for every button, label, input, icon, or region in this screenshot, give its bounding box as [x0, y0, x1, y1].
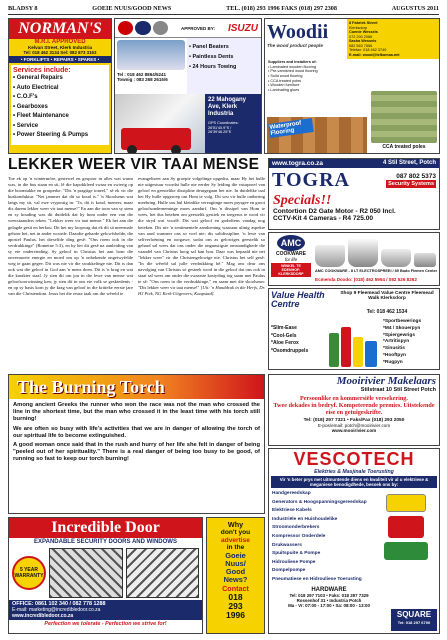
- normans-services-box: [11, 65, 109, 145]
- vescotech-tel: Tel: 018 297 7103 • Faks: 018 297 7329: [289, 592, 369, 598]
- amc-address: AMC COOKWARE - 8 LT ELECTROSPREEI / 89 Bodo Flemen Center: [315, 269, 438, 273]
- woodii-address-line: Klerksdorp: [349, 25, 368, 30]
- panelbeaters-tel: Tel : 018 462 8864/5241: [117, 72, 166, 77]
- woodii-list-item: • Wooden furniture: [268, 83, 300, 88]
- publication-name: GOEIE NUUS/GOOD NEWS: [92, 5, 172, 12]
- togra-tel: 087 802 5373: [396, 173, 436, 180]
- poles-image: [371, 91, 437, 143]
- woodii-tagline: The wood product people: [267, 43, 323, 48]
- incredible-web: www.incredibledoor.co.za: [12, 613, 74, 619]
- approved-by-label: APPROVED BY:: [181, 25, 215, 31]
- woodii-list-item: • Laminated wooden flooring: [268, 64, 316, 69]
- tow-truck-image: [115, 94, 205, 154]
- header-phone: TEL. (018) 293 1996 FAKS (018) 297 2308: [226, 5, 337, 12]
- woodii-address-line: Coenie Wessels: [349, 30, 378, 35]
- panelbeaters-towing-cell: Townig : 083 268 2615/6: [117, 77, 168, 82]
- vescotech-item: Generators & Hoogspanningsgereedskap: [272, 499, 367, 505]
- incredible-office: OFFICE: 0861 102 340 / 082 778 1288: [12, 601, 106, 607]
- car-logos: [118, 21, 168, 35]
- page-header: [8, 3, 439, 15]
- repair-car-image: [117, 40, 185, 70]
- normans-address: Kelvan Street, Klerk Industria: [27, 45, 93, 50]
- togra-subtitle: Security Systems: [388, 181, 434, 187]
- promo-phone: 018: [228, 592, 243, 603]
- burning-torch-box: [8, 374, 265, 514]
- promo-line: Nuus/: [225, 558, 246, 568]
- article-column-1: Toe ek op 'n wintermôre, gestewel en gespoor in alles wat warm was, in die bus staan en sit, lê die kapokkleed swaar en swierig op die boomtakke en grasperke. "Dis 'n pragtige toneel," sê ek vir die buskonduktur. "Net jammer dat dit so koud is." 'n Skoolseun wat langs my sit, val ewe vrypostig in: "Ja, dit is koud, meneer, maar dis darem lekker weer vir taai mense!" En aan die toon van sy stem en sy houding was dit duidelik dat hy hom onder een van die weerstaanders reken. "Lekker weer vir taai mense." Ek het aan die gelagde gesit en herkou. Dit het my loopwag dat ek dit sá meermale gehoor het, net in ander woorde. Daardie geharde gelowfshelde, die apostel Paulus, het dieselfde ding gesê: "Ons roem ook in die verdrukkinge" (Romeine 5:3), en hy het dit gesê na aanleiding van sy eie ondervinding. Sy geloof in Christus het aan hom die onvermoeie energie en moed om op 'n onbekende ongetwyfelde weg te gaan gegee. Dit was nie vir die swakkelinge nie. Dit is dan ook wat die geloof in God aan 'n mens doen. Dit is 'n krag en wat die karakter staal. Jy sien dit om jou in die lewe van mense wat geloofsoorwinning ken; jy sien dit in ons eie volk se geskiedenis - en op sy basis kom jy die krag van geloof in die kritieke eerste jare van die Christendom. Jesus het die reuse taak om die wêreld te: [8, 176, 133, 297]
- mooirivier-title: Mooirivier Makelaars: [336, 375, 436, 387]
- promo-line: in the: [226, 544, 245, 552]
- vescotech-hardware: HARDWARE: [311, 586, 347, 593]
- gps-line: 26'51'40.9"S /: [208, 125, 232, 130]
- value-product: *Slim-Ease: [271, 325, 297, 331]
- vescotech-hours: Ma - Vr: 07:00 - 17:00 • Sa: 08:00 - 13:00: [288, 602, 370, 608]
- advertise-promo: [206, 517, 265, 634]
- normans-service-item: • Gearboxes: [13, 103, 48, 110]
- normans-subtitle: M.R.I. APPROVED: [34, 39, 86, 45]
- vescotech-item: Handgereedskap: [272, 491, 311, 496]
- article-title: LEKKER WEER VIR TAAI MENSE: [8, 156, 260, 173]
- normans-logo: NORMAN'S: [9, 19, 111, 39]
- mooirivier-line-2: Twee dekades in bedryf. Kompeterende premies. Uitstekende eise en getuigeskrifte.: [273, 402, 435, 416]
- woodii-address-line: 082 563 7556: [349, 43, 373, 48]
- vescotech-item: Drukwassers: [272, 542, 302, 548]
- vescotech-logo: VESCOTECH: [293, 449, 415, 469]
- cookware-pot-image: [315, 237, 437, 267]
- woodii-address-line: 8 Fabriek Street: [349, 21, 378, 25]
- torch-paragraph-2: We are often so busy with life's activities that we are in danger of allowing the torch of our spiritual life to become extinguished.: [13, 425, 260, 439]
- togra-address: 4 Stil Street, Potch: [382, 160, 436, 166]
- normans-ad: [8, 18, 112, 154]
- service-towing: • 24 Hours Towing: [189, 64, 237, 70]
- value-product: *Aloe Ferox: [271, 340, 299, 346]
- promo-line: Goeie: [225, 551, 246, 561]
- vescotech-item: Elektriese Kabels: [272, 508, 312, 514]
- woodii-poles-caption: CCA treated poles: [382, 144, 426, 150]
- woodii-list-item: • Laminating glues: [268, 87, 300, 92]
- tools-image: [376, 490, 436, 578]
- vescotech-ad: [268, 448, 440, 634]
- togra-url: www.togra.co.za: [272, 160, 324, 167]
- value-ailment: *Sinusitis: [383, 346, 405, 352]
- togra-ad: [268, 158, 440, 230]
- woodii-suppliers: [265, 59, 365, 93]
- vescotech-item: Dompelpompe: [272, 568, 306, 574]
- mooirivier-ad: [268, 374, 440, 446]
- woodii-list-item: • Pre-varnished wood flooring: [268, 69, 318, 74]
- vescotech-intro: Vir 'n beter prys met uitmuntende diens en kwaliteit vir al u elektriese & meganiese benodigdhede, besoek ons by:: [271, 476, 437, 488]
- value-ailment: *Spiergewrigs: [383, 332, 415, 338]
- woodii-email: E-mail: wood@telkomsa.net: [349, 52, 400, 57]
- mooirivier-web: www.mooirivier.com: [331, 428, 377, 433]
- value-health-ad: [268, 288, 440, 370]
- normans-service-item: • C.O.F's: [13, 94, 38, 100]
- amc-cookware: COOKWARE: [276, 251, 306, 257]
- value-ailment: *M4 / Skouerpyn: [383, 325, 421, 331]
- page-number: BLADSY 8: [8, 5, 38, 12]
- vescotech-item: Pneumatiese en Hidrouliese Toerusting: [272, 576, 362, 582]
- value-product: *Cool-Gels: [271, 332, 297, 339]
- woodii-list-title: Suppliers and installers of:: [268, 60, 317, 65]
- article-column-2-text: evangeliseer aan Sy groepie volgelinge opgedra, maar Hy het hulle nie uitgestuur voordat hulle nie eerder Sy leiding die vuurproef van geloof en geestelike dissipline deurgegaan het nie. In duidelike taal het Hy hulle opgeroep om Hom te volg. Dit sou vir hulle ontbering meebring. Hulle sou hul kleinlike vereagtinge moes prysgee en groot geloofsonderneminge moes aandurf. Om 'n dissipel van Hom te wees, het dus beteken om geestelik gestiek en toegerus te word vir die stryd wat voorlê. Dis wat geloof en godsdiens vandag nog beteken. Dis nie 'n sentimentele aandoening waaraan ulinig aspekte van aard wanneer ons so voel nie; dis saltdissipline. 'n lewe van selfverloëning en oorgawe, sodat ons as gelowiges geestelik so gehard sal wees dat ons onder die ongunstigste omstandighede die vaandel van Christus hoog sal kan hou. Daar was bepaald nie net "lekker weer" vir die Christengelowige nie. Christus het self gesê: "In die wêreld sal julle verdrukking hê." Mag ons deur ons navolging van Christus só gesteek word in die geloof dat ons ook in staat sal wees om onder die swaarste kastyding tog saam met Paulus te sê: "Ons roem in die verdrukkinge," en saam met die skoolseun: "Dis lekker weer vir taai mense!": [138, 176, 265, 291]
- warranty-label: 5 YEAR WARRANTY: [14, 567, 44, 579]
- panelbeaters-ad: [114, 18, 262, 154]
- square-name: SQUARE: [396, 610, 432, 619]
- woodii-waterproof-tag: Waterproof Flooring: [268, 118, 314, 138]
- promo-line: don't you: [220, 528, 251, 536]
- torch-paragraph-1: Among ancient Greeks the runner who won the race was not the man who crossed the line in the shortest time, but the man who crossed it in the least time with his torch still burning!: [13, 402, 260, 423]
- woodii-list-item: • Solid wood flooring: [268, 74, 303, 79]
- value-health-tel: Tel: 018 462 1534: [366, 309, 408, 315]
- woodii-address-line: Telefax: 018 462 3749: [349, 48, 387, 53]
- incredible-slogan: Perfection we tolerate - Perfection we strive for!: [44, 621, 167, 627]
- gps-line: GPS Coordinates:: [208, 121, 239, 125]
- bottles-image: [329, 319, 381, 367]
- togra-special-1: Contortion D2 Gate Motor - R2 050 Incl.: [273, 208, 396, 215]
- panelbeaters-contact: [115, 38, 187, 94]
- amc-shop-box: WINKEL TE EDENHOF: KLERKSDORP: [271, 263, 311, 277]
- vescotech-item: Spuitspuite & Pompe: [272, 551, 321, 557]
- gps-line: 26'39'46.25"E: [208, 130, 232, 135]
- amc-for-life: for life: [284, 257, 298, 262]
- normans-tel: Tel: 018 462 3134 Sel: 082 873 3163: [23, 50, 97, 55]
- woodii-contact: [347, 19, 439, 59]
- value-product: *Osomdruppels: [271, 347, 309, 354]
- security-door-image-2: [126, 548, 200, 598]
- value-health-shop: Shop 9 Fleemead Value Centre Fleemead Walk Klerksdorp: [340, 291, 434, 301]
- mooirivier-tel: Tel: (018) 297 7321 • Faks/Fax (018) 293 2050: [303, 418, 405, 423]
- normans-services-title: Services include:: [13, 67, 71, 74]
- issue-date: AUGUSTUS 2011: [391, 5, 439, 12]
- woodii-ad: [264, 18, 440, 154]
- mooirivier-address: Stilstraat 10 Stil Street Potch: [360, 387, 436, 393]
- togra-specials: Specials!!: [273, 193, 332, 208]
- promo-contact: Contact: [222, 584, 249, 594]
- normans-service-item: • Auto Electrical: [13, 84, 59, 91]
- normans-service-item: • Service: [13, 122, 39, 129]
- vescotech-item: Hidrouliese Pompe: [272, 559, 316, 565]
- normans-service-item: • Fleet Maintenance: [13, 113, 69, 119]
- burning-torch-title: [9, 375, 264, 399]
- promo-line: advertise: [221, 536, 250, 544]
- security-door-image: [49, 548, 123, 598]
- warranty-badge: [12, 556, 46, 590]
- vescotech-item: Industriële en Huishoudelike Stroomonderbrekers: [272, 516, 338, 531]
- value-ailment: *Rugpyn: [383, 359, 403, 365]
- incredible-door-title: Incredible Door: [9, 518, 202, 538]
- square-logo: [391, 609, 437, 631]
- normans-tags: • FORKLIFTS • REPAIRS • SPARES •: [9, 56, 111, 63]
- promo-line: Why: [227, 520, 244, 529]
- promo-phone: 1996: [226, 610, 245, 621]
- article-credit: [Uit: 'n Handdruk in die Herfs, Dr. HJ Piek, NG Kerk-Uitgewers, Kaapstad].: [138, 285, 265, 297]
- normans-service-item: • Power Steering & Pumps: [13, 132, 89, 138]
- vescotech-address: Rossenhof 31 • Industria Potch: [296, 597, 362, 603]
- mooirivier-email: E-pos/email: potch@mooirivier.com: [317, 423, 391, 428]
- square-tel: Tel: 018 297 6700: [397, 620, 431, 625]
- value-health-logo: Value Health Centre: [271, 290, 325, 309]
- mooirivier-line-1: Persoonlike en kommersiële versekering.: [300, 395, 408, 402]
- article-column-2: [138, 176, 265, 369]
- service-paintless-dents: • Paintless Dents: [189, 54, 234, 60]
- togra-special-2: CCTV-Kit 4 Cameras - R4 725.00: [273, 215, 374, 222]
- torch-paragraph-3: A good woman once said that in the rush and hurry of her life she felt in danger of being "peeled out of her spirituality." There is a real danger of being too busy to be good, of running so fast to keep our torch burning!: [13, 442, 260, 463]
- amc-ad: [268, 232, 440, 286]
- service-panel-beaters: • Panel Beaters: [189, 44, 229, 50]
- amc-logo: AMC: [277, 235, 305, 251]
- promo-line: News?: [223, 574, 248, 584]
- burning-torch-heading: The Burning Torch: [17, 376, 165, 397]
- normans-service-item: • General Repairs: [13, 75, 63, 81]
- woodii-address-line: Sasha Wessels: [349, 39, 377, 44]
- incredible-email: E-mail: marketing@incredibledoor.co.za: [12, 607, 101, 613]
- value-ailment: *Sportbewerings: [383, 319, 422, 324]
- value-ailment: *Hooftpyn: [383, 352, 406, 358]
- value-ailment: *Artritispyn: [383, 339, 410, 345]
- woodii-list-item: • CCA treated poles: [268, 78, 302, 83]
- promo-line: Good: [225, 566, 246, 576]
- incredible-door-subtitle: EXPANDABLE SECURITY DOORS AND WINDOWS: [34, 539, 177, 545]
- promo-phone: 293: [228, 601, 243, 612]
- panelbeaters-address: 22 Mahogany Ave, Klerk Industria: [208, 97, 247, 117]
- woodii-logo: Woodii: [267, 21, 329, 43]
- vescotech-subtitle: Elektries & Masjinale Toerusting: [314, 469, 394, 475]
- togra-logo: TOGRA: [272, 169, 350, 191]
- incredible-door-ad: [8, 517, 203, 634]
- vescotech-item: Kompressor Onderdele: [272, 533, 326, 539]
- amc-phone: Ecmenda Doxdo: (018) 462 5954 / 082 526 8262: [315, 277, 417, 282]
- woodii-address-line: 072 290 2066: [349, 34, 373, 39]
- isuzu-logo: ISUZU: [227, 22, 258, 34]
